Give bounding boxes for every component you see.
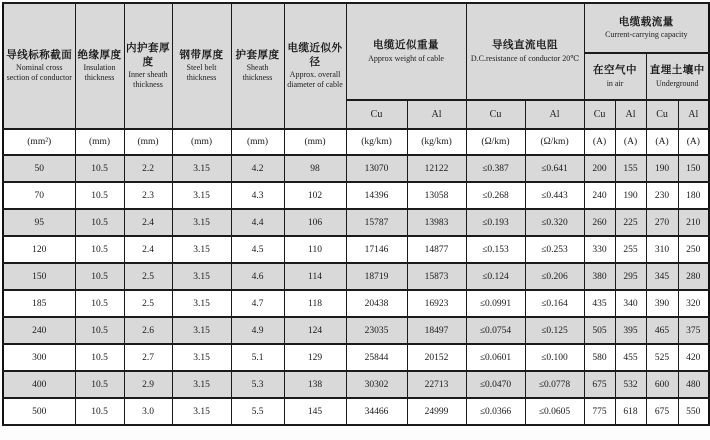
table-header [3, 3, 709, 155]
table-cell: 250 [678, 236, 709, 263]
material-label: Al [615, 100, 646, 129]
header-insulation-en: Insulation thickness [83, 63, 116, 83]
table-cell: 675 [646, 398, 678, 425]
table-row [3, 371, 709, 398]
table-cell: 4.7 [231, 290, 284, 317]
table-cell: 16923 [407, 290, 466, 317]
table-cell: 15873 [407, 263, 466, 290]
table-cell: 5.3 [231, 371, 284, 398]
header-diameter-en: Approx. overall diameter of cable [287, 69, 343, 89]
table-cell: 500 [3, 398, 75, 425]
table-cell: 150 [678, 155, 709, 182]
header-conductor-en: Nominal cross section of conductor [6, 63, 72, 83]
table-cell: ≤0.0366 [466, 398, 525, 425]
table-cell: 465 [646, 317, 678, 344]
table-cell: 240 [3, 317, 75, 344]
table-cell: 600 [646, 371, 678, 398]
table-row [3, 290, 709, 317]
header-conductor [3, 3, 75, 129]
table-cell: 4.3 [231, 182, 284, 209]
table-cell: 10.5 [75, 236, 124, 263]
table-cell: 124 [284, 317, 346, 344]
table-cell: 340 [615, 290, 646, 317]
table-cell: 190 [615, 182, 646, 209]
material-label: Cu [584, 100, 615, 129]
table-cell: 295 [615, 263, 646, 290]
table-cell: 4.2 [231, 155, 284, 182]
table-cell: 50 [3, 155, 75, 182]
header-inner-sheath-zh: 内护套厚度 [126, 43, 170, 68]
table-cell: 95 [3, 209, 75, 236]
table-cell: ≤0.0778 [525, 371, 584, 398]
table-cell: 2.9 [124, 371, 172, 398]
table-cell: 70 [3, 182, 75, 209]
table-cell: 20152 [407, 344, 466, 371]
table-cell: 10.5 [75, 182, 124, 209]
unit-label: (kg/km) [346, 129, 407, 155]
unit-label: (mm²) [3, 129, 75, 155]
header-row-units [3, 129, 709, 155]
table-cell: 300 [3, 344, 75, 371]
unit-label: (A) [615, 129, 646, 155]
table-cell: 3.15 [172, 263, 231, 290]
table-cell: 114 [284, 263, 346, 290]
table-cell: 240 [584, 182, 615, 209]
table-cell: 2.3 [124, 182, 172, 209]
table-cell: 580 [584, 344, 615, 371]
header-resistance-en: D.C.resistance of conductor 20℃ [470, 53, 580, 63]
table-cell: 15787 [346, 209, 407, 236]
table-cell: ≤0.0470 [466, 371, 525, 398]
table-cell: 2.5 [124, 263, 172, 290]
unit-label: (A) [678, 129, 709, 155]
unit-label: (mm) [231, 129, 284, 155]
table-cell: 4.9 [231, 317, 284, 344]
table-cell: 23035 [346, 317, 407, 344]
table-cell: ≤0.193 [466, 209, 525, 236]
material-label: Al [407, 100, 466, 129]
table-cell: 10.5 [75, 209, 124, 236]
table-cell: 200 [584, 155, 615, 182]
header-underground-en: Underground [656, 78, 699, 88]
table-cell: ≤0.0754 [466, 317, 525, 344]
header-underground-zh: 直埋土壤中 [649, 65, 705, 77]
table-cell: 145 [284, 398, 346, 425]
header-conductor-zh: 导线标称截面 [6, 49, 73, 61]
table-row [3, 155, 709, 182]
table-cell: ≤0.124 [466, 263, 525, 290]
table-cell: 30302 [346, 371, 407, 398]
table-cell: 12122 [407, 155, 466, 182]
table-cell: 3.0 [124, 398, 172, 425]
table-cell: 5.5 [231, 398, 284, 425]
table-cell: 505 [584, 317, 615, 344]
material-label: Cu [646, 100, 678, 129]
material-label: Cu [466, 100, 525, 129]
header-in-air-zh: 在空气中 [593, 65, 638, 77]
table-cell: 34466 [346, 398, 407, 425]
header-inner-sheath-en: Inner sheath thickness [128, 69, 168, 89]
header-capacity-en: Current-carrying capacity [605, 30, 688, 40]
table-cell: 129 [284, 344, 346, 371]
header-weight [346, 3, 466, 100]
header-inner-sheath [124, 3, 172, 129]
table-row [3, 263, 709, 290]
table-cell: 150 [3, 263, 75, 290]
table-cell: 24999 [407, 398, 466, 425]
table-cell: 2.6 [124, 317, 172, 344]
table-cell: 102 [284, 182, 346, 209]
table-cell: ≤0.0601 [466, 344, 525, 371]
table-cell: 180 [678, 182, 709, 209]
unit-label: (A) [646, 129, 678, 155]
header-row-groups [3, 3, 709, 53]
table-cell: 3.15 [172, 209, 231, 236]
header-weight-en: Approx weight of cable [368, 53, 444, 63]
header-sheath [231, 3, 284, 129]
unit-label: (A) [584, 129, 615, 155]
table-cell: 4.5 [231, 236, 284, 263]
header-weight-zh: 电缆近似重量 [373, 40, 439, 52]
table-cell: 10.5 [75, 317, 124, 344]
table-cell: 775 [584, 398, 615, 425]
unit-label: (mm) [172, 129, 231, 155]
table-cell: 18719 [346, 263, 407, 290]
table-cell: 225 [615, 209, 646, 236]
table-cell: 3.15 [172, 182, 231, 209]
table-row [3, 236, 709, 263]
table-cell: 2.7 [124, 344, 172, 371]
table-cell: 25844 [346, 344, 407, 371]
header-sheath-zh: 护套厚度 [235, 49, 280, 61]
unit-label: (mm) [124, 129, 172, 155]
table-cell: 420 [678, 344, 709, 371]
header-in-air [584, 53, 646, 100]
table-cell: 185 [3, 290, 75, 317]
table-cell: 260 [584, 209, 615, 236]
header-resistance [466, 3, 584, 100]
header-insulation [75, 3, 124, 129]
table-cell: 210 [678, 209, 709, 236]
cable-specification-table [2, 2, 710, 426]
table-cell: 120 [3, 236, 75, 263]
table-cell: 3.15 [172, 155, 231, 182]
table-cell: ≤0.253 [525, 236, 584, 263]
material-label: Al [678, 100, 709, 129]
unit-label: (kg/km) [407, 129, 466, 155]
table-cell: 3.15 [172, 398, 231, 425]
table-cell: 3.15 [172, 317, 231, 344]
table-cell: 480 [678, 371, 709, 398]
table-cell: ≤0.0991 [466, 290, 525, 317]
table-cell: 550 [678, 398, 709, 425]
material-label: Cu [346, 100, 407, 129]
table-cell: 13070 [346, 155, 407, 182]
table-row [3, 344, 709, 371]
table-cell: 10.5 [75, 263, 124, 290]
table-cell: 455 [615, 344, 646, 371]
table-cell: ≤0.387 [466, 155, 525, 182]
table-cell: 400 [3, 371, 75, 398]
table-row [3, 317, 709, 344]
table-row [3, 209, 709, 236]
table-cell: ≤0.206 [525, 263, 584, 290]
table-cell: 14877 [407, 236, 466, 263]
table-row [3, 182, 709, 209]
table-cell: 3.15 [172, 290, 231, 317]
unit-label: (Ω/km) [525, 129, 584, 155]
table-cell: 10.5 [75, 398, 124, 425]
table-cell: 255 [615, 236, 646, 263]
table-cell: 4.6 [231, 263, 284, 290]
table-body [3, 155, 709, 425]
header-insulation-zh: 绝缘厚度 [77, 49, 122, 61]
header-steel-belt-zh: 钢带厚度 [179, 49, 224, 61]
table-cell: ≤0.0605 [525, 398, 584, 425]
table-cell: 3.15 [172, 344, 231, 371]
table-cell: 10.5 [75, 371, 124, 398]
table-cell: 10.5 [75, 344, 124, 371]
table-cell: 98 [284, 155, 346, 182]
table-row [3, 398, 709, 425]
table-cell: 435 [584, 290, 615, 317]
table-cell: 270 [646, 209, 678, 236]
table-cell: 138 [284, 371, 346, 398]
table-cell: ≤0.125 [525, 317, 584, 344]
table-cell: ≤0.443 [525, 182, 584, 209]
table-cell: 18497 [407, 317, 466, 344]
table-cell: 17146 [346, 236, 407, 263]
table-cell: 375 [678, 317, 709, 344]
header-steel-belt-en: Steel belt thickness [186, 63, 217, 83]
table-cell: 525 [646, 344, 678, 371]
table-cell: 155 [615, 155, 646, 182]
unit-label: (mm) [284, 129, 346, 155]
table-cell: 280 [678, 263, 709, 290]
table-cell: 14396 [346, 182, 407, 209]
table-cell: 320 [678, 290, 709, 317]
header-underground [646, 53, 709, 100]
table-cell: 3.15 [172, 371, 231, 398]
header-capacity-zh: 电缆载流量 [618, 16, 674, 28]
table-cell: 330 [584, 236, 615, 263]
table-cell: 345 [646, 263, 678, 290]
header-diameter [284, 3, 346, 129]
header-diameter-zh: 电缆近似外径 [287, 43, 343, 68]
table-cell: 110 [284, 236, 346, 263]
table-cell: ≤0.153 [466, 236, 525, 263]
table-cell: 22713 [407, 371, 466, 398]
table-cell: 5.1 [231, 344, 284, 371]
table-cell: 230 [646, 182, 678, 209]
table-cell: 310 [646, 236, 678, 263]
table-cell: 4.4 [231, 209, 284, 236]
table-cell: 106 [284, 209, 346, 236]
table-cell: 3.15 [172, 236, 231, 263]
table-cell: 10.5 [75, 155, 124, 182]
table-cell: 13983 [407, 209, 466, 236]
header-steel-belt [172, 3, 231, 129]
unit-label: (Ω/km) [466, 129, 525, 155]
header-sheath-en: Sheath thickness [242, 63, 273, 83]
table-cell: 118 [284, 290, 346, 317]
table-cell: 190 [646, 155, 678, 182]
table-cell: 2.5 [124, 290, 172, 317]
table-cell: ≤0.320 [525, 209, 584, 236]
table-cell: 532 [615, 371, 646, 398]
table-cell: 2.2 [124, 155, 172, 182]
table-cell: ≤0.100 [525, 344, 584, 371]
table-cell: ≤0.164 [525, 290, 584, 317]
table-cell: 13058 [407, 182, 466, 209]
table-cell: 618 [615, 398, 646, 425]
table-cell: ≤0.641 [525, 155, 584, 182]
table-cell: 2.4 [124, 209, 172, 236]
material-label: Al [525, 100, 584, 129]
table-cell: 390 [646, 290, 678, 317]
table-cell: 2.4 [124, 236, 172, 263]
table-cell: 675 [584, 371, 615, 398]
table-cell: 20438 [346, 290, 407, 317]
table-cell: 380 [584, 263, 615, 290]
table-cell: 395 [615, 317, 646, 344]
header-in-air-en: in air [606, 78, 624, 88]
unit-label: (mm) [75, 129, 124, 155]
table-cell: 10.5 [75, 290, 124, 317]
table-cell: ≤0.268 [466, 182, 525, 209]
header-capacity [584, 3, 709, 53]
header-resistance-zh: 导线直流电阻 [492, 40, 559, 52]
